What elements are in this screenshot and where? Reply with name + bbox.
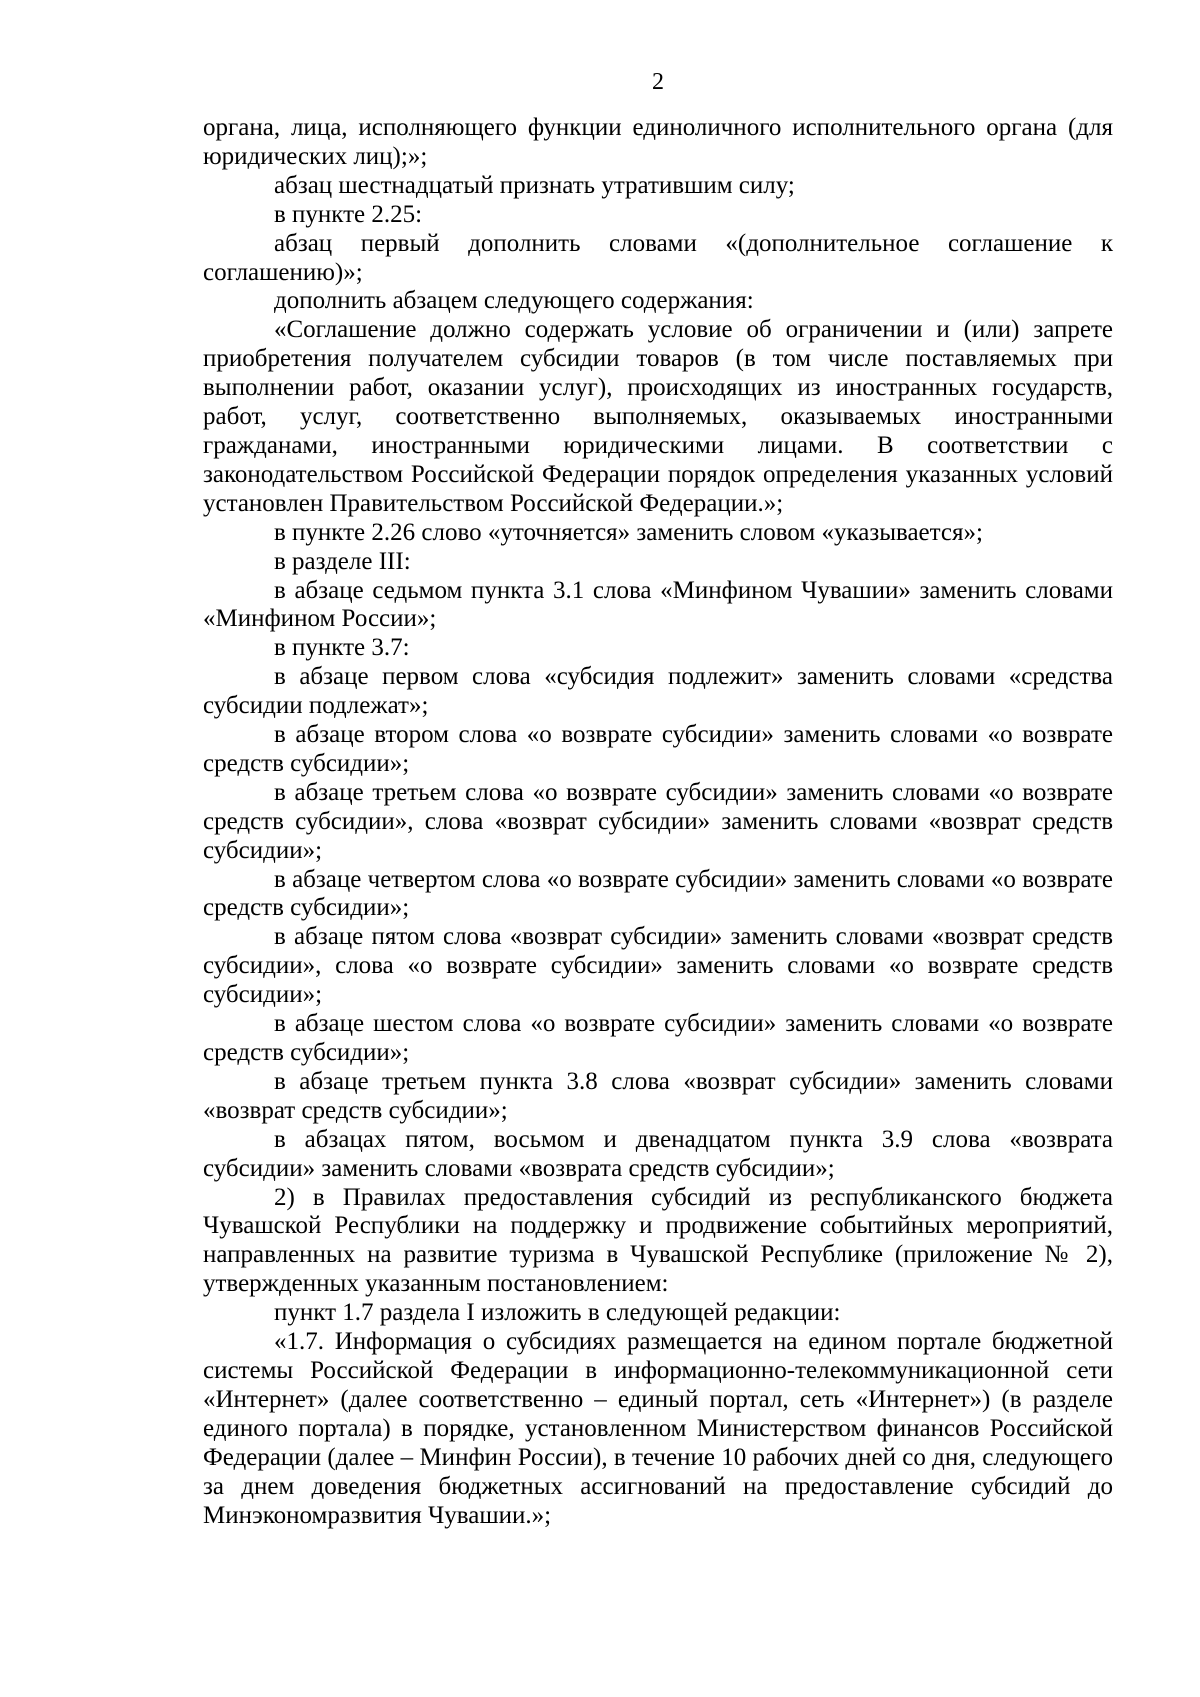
paragraph: «1.7. Информация о субсидиях размещается на едином портале бюджетной системы Российской Федерации в информационно-телекоммуникационной сети «Интернет» (далее соответственно – единый портал, сеть «Интернет») (в разделе единого портала) в порядке, установленном Министерством финансов Российской Федерации (далее – Минфин России), в течение 10 рабочих дней со дня, следующего за днем доведения бюджетных ассигнований на предоставление субсидий до Минэкономразвития Чувашии.»; xyxy=(203,1328,1113,1529)
paragraph: дополнить абзацем следующего содержания: xyxy=(274,287,754,315)
paragraph: органа, лица, исполняющего функции единоличного исполнительного органа (для юридических лиц);»; xyxy=(203,114,1113,170)
paragraph: абзац первый дополнить словами «(дополнительное соглашение к соглашению)»; xyxy=(203,229,1113,286)
paragraph: в пункте 3.7: xyxy=(274,634,410,662)
paragraph: в пункте 2.26 слово «уточняется» заменить словом «указывается»; xyxy=(274,518,983,546)
paragraph: «Соглашение должно содержать условие об ограничении и (или) запрете приобретения получателем субсидии товаров (в том числе поставляемых при выполнении работ, оказании услуг), происходящих из иностранных государств, работ, услуг, соответственно выполняемых, оказываемых иностранными гражданами, иностранными юридическими лицами. В соответствии с законодательством Российской Федерации порядок определения указанных условий установлен Правительством Российской Федерации.»; xyxy=(203,316,1113,517)
paragraph: пункт 1.7 раздела I изложить в следующей редакции: xyxy=(274,1299,841,1327)
paragraph: 2) в Правилах предоставления субсидий из республиканского бюджета Чувашской Республики на поддержку и продвижение событийных мероприятий, направленных на развитие туризма в Чувашской Республике (приложение № 2), утвержденных указанным постановлением: xyxy=(203,1183,1113,1298)
page-number: 2 xyxy=(652,69,664,95)
paragraph: в абзаце седьмом пункта 3.1 слова «Минфином Чувашии» заменить словами «Минфином России»; xyxy=(203,576,1113,633)
paragraph: в абзаце третьем пункта 3.8 слова «возврат субсидии» заменить словами «возврат средств субсидии»; xyxy=(203,1067,1113,1124)
paragraph: абзац шестнадцатый признать утратившим силу; xyxy=(274,171,795,199)
paragraph: в пункте 2.25: xyxy=(274,200,423,228)
paragraph: в абзаце четвертом слова «о возврате субсидии» заменить словами «о возврате средств субсидии»; xyxy=(203,865,1113,922)
paragraph: в абзаце третьем слова «о возврате субсидии» заменить словами «о возврате средств субсидии», слова «возврат субсидии» заменить словами «возврат средств субсидии»; xyxy=(203,778,1113,864)
paragraph: в абзаце втором слова «о возврате субсидии» заменить словами «о возврате средств субсидии»; xyxy=(203,721,1113,777)
document-body xyxy=(203,114,1113,1530)
paragraph: в абзаце пятом слова «возврат субсидии» заменить словами «возврат средств субсидии», слова «о возврате субсидии» заменить словами «о возврате средств субсидии»; xyxy=(203,923,1113,1009)
paragraph: в абзаце первом слова «субсидия подлежит» заменить словами «средства субсидии подлежат»; xyxy=(203,663,1113,720)
paragraph: в абзаце шестом слова «о возврате субсидии» заменить словами «о возврате средств субсидии»; xyxy=(203,1010,1113,1066)
paragraph: в разделе III: xyxy=(274,547,411,575)
paragraph: в абзацах пятом, восьмом и двенадцатом пункта 3.9 слова «возврата субсидии» заменить словами «возврата средств субсидии»; xyxy=(203,1125,1113,1182)
